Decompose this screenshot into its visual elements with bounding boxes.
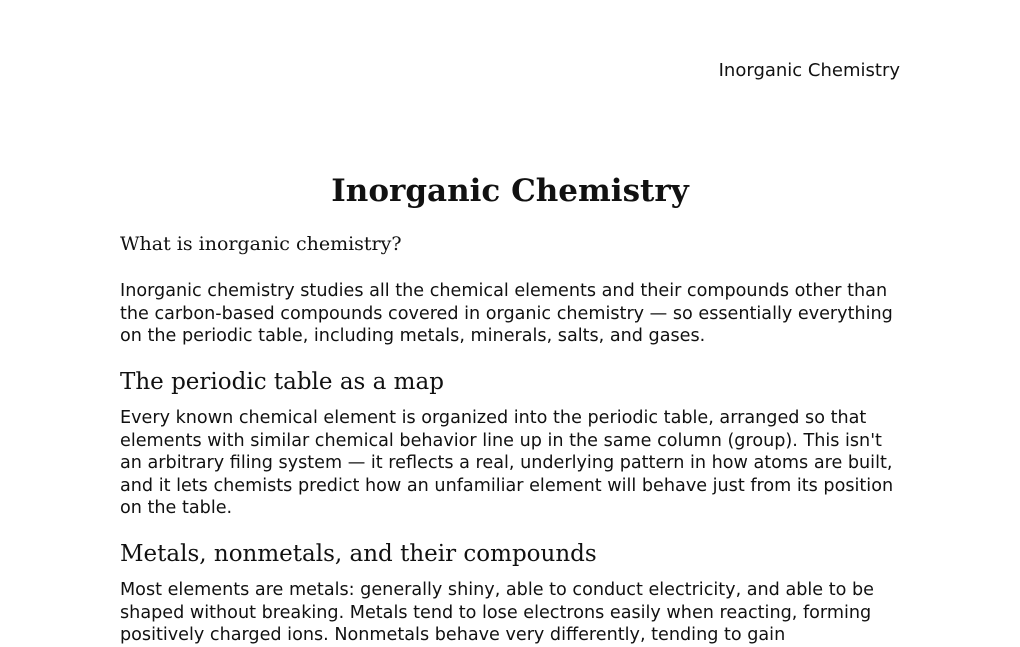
section-body-metals: Most elements are metals: generally shiny, able to conduct electricity, and able to be shaped without breaking. Metals tend to lose electrons easily when reacting, forming positively charged ions. Nonmetals behave very differently, tending to gain bbox=[120, 580, 874, 646]
running-header: Inorganic Chemistry bbox=[718, 60, 900, 81]
section-heading-metals: Metals, nonmetals, and their compounds bbox=[120, 541, 597, 567]
document-title: Inorganic Chemistry bbox=[331, 173, 689, 209]
document-subtitle: What is inorganic chemistry? bbox=[120, 233, 402, 255]
section-heading-periodic-table: The periodic table as a map bbox=[120, 369, 444, 395]
intro-paragraph: Inorganic chemistry studies all the chemical elements and their compounds other than the carbon-based compounds covered in organic chemistry — so essentially everything on the periodic table, including metals, minerals, salts, and gases. bbox=[120, 281, 893, 347]
section-body-periodic-table: Every known chemical element is organized into the periodic table, arranged so that elements with similar chemical behavior line up in the same column (group). This isn't an arbitrary filing system — it reflects a real, underlying pattern in how atoms are built, and it lets chemists predict how an unfamiliar element will behave just from its position on the table. bbox=[120, 408, 894, 519]
